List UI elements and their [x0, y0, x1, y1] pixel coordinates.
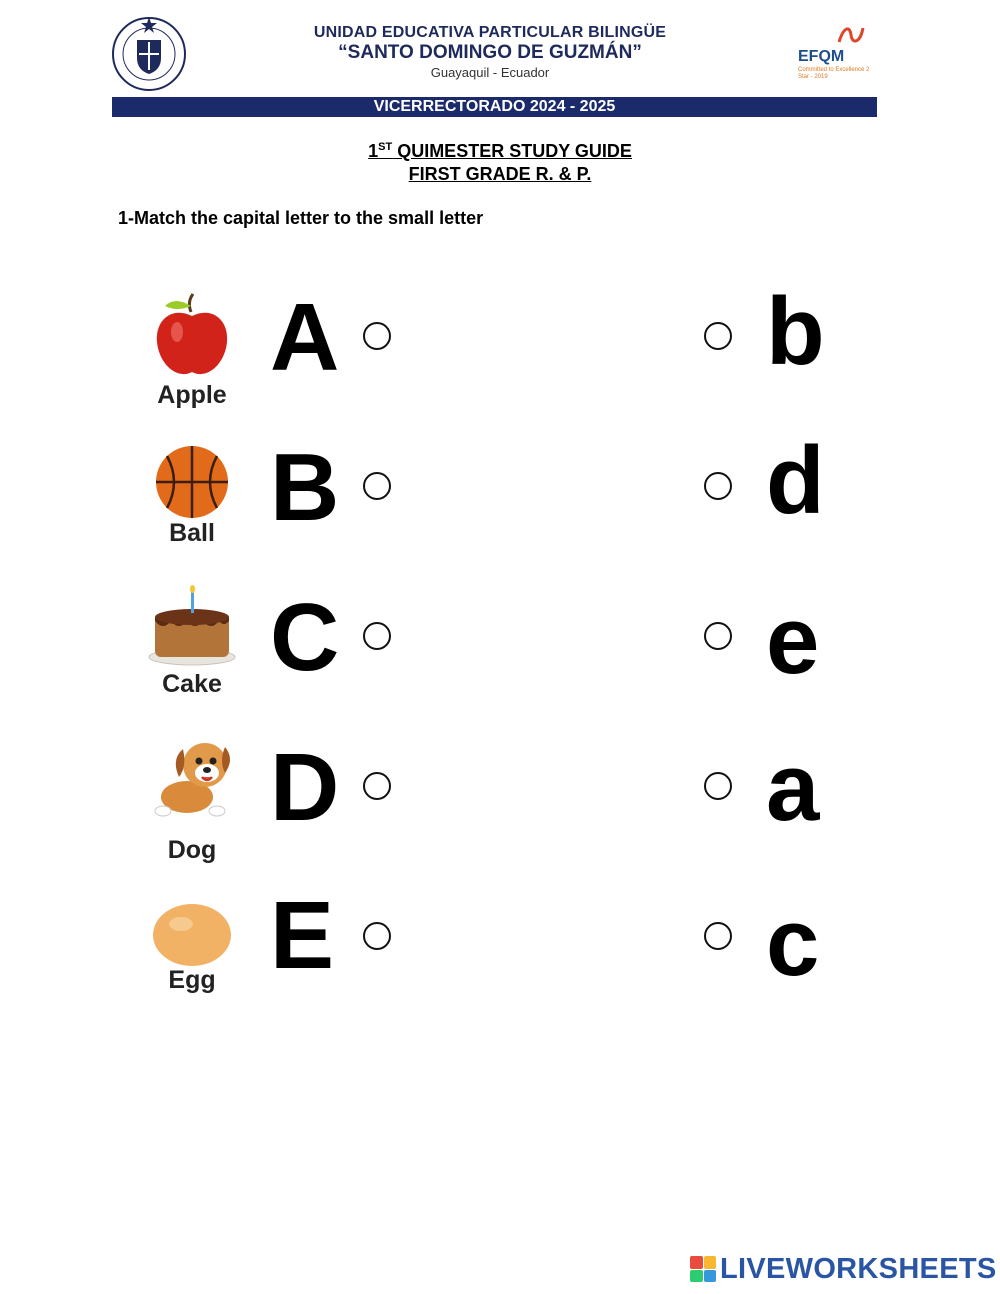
title-sup: ST: [378, 141, 393, 153]
vicerrectorado-banner: VICERRECTORADO 2024 - 2025: [112, 97, 877, 117]
small-letter: a: [766, 734, 820, 841]
small-letter: d: [766, 427, 825, 534]
capital-match-dot[interactable]: [363, 622, 391, 650]
small-match-dot[interactable]: [704, 322, 732, 350]
picture-word: Egg: [168, 966, 216, 994]
capital-letter: E: [270, 882, 335, 989]
efqm-ribbon-icon: [836, 24, 866, 46]
capital-letter: D: [270, 734, 340, 841]
school-location: Guayaquil - Ecuador: [430, 65, 550, 80]
capital-letter: B: [270, 434, 340, 541]
capital-letter: A: [270, 284, 340, 391]
capital-match-dot[interactable]: [363, 772, 391, 800]
small-match-dot[interactable]: [704, 772, 732, 800]
picture-word: Dog: [167, 836, 217, 864]
grade-title-text: FIRST GRADE R. & P.: [408, 164, 592, 184]
small-match-dot[interactable]: [704, 622, 732, 650]
picture-word: Ball: [169, 519, 215, 547]
liveworksheets-brand: LIVEWORKSHEETS: [720, 1252, 997, 1285]
school-name-line1: UNIDAD EDUCATIVA PARTICULAR BILINGÜE: [313, 24, 667, 41]
title-rest: QUIMESTER STUDY GUIDE: [392, 141, 632, 161]
dog-icon: [147, 735, 237, 825]
capital-match-dot[interactable]: [363, 322, 391, 350]
title-number: 1: [368, 141, 379, 161]
guide-title: [200, 141, 800, 162]
basketball-icon: [147, 440, 237, 530]
efqm-subtitle: Committed to Excellence 2 Star - 2019: [798, 67, 870, 80]
school-name-line2: “SANTO DOMINGO DE GUZMÁN”: [338, 42, 642, 63]
liveworksheets-icon: [690, 1256, 716, 1282]
picture-word: Cake: [162, 670, 222, 698]
apple-icon: [147, 290, 237, 380]
school-crest-logo: [110, 12, 188, 94]
efqm-word: EFQM: [798, 48, 845, 65]
small-match-dot[interactable]: [704, 922, 732, 950]
picture-word: Apple: [157, 381, 227, 409]
capital-match-dot[interactable]: [363, 922, 391, 950]
grade-title: [200, 164, 800, 185]
cake-icon: [147, 585, 237, 675]
small-match-dot[interactable]: [704, 472, 732, 500]
instruction-text: 1-Match the capital letter to the small letter: [118, 208, 484, 228]
efqm-logo: [798, 24, 878, 84]
capital-letter: C: [270, 584, 340, 691]
small-letter: c: [766, 889, 820, 996]
small-letter: b: [766, 278, 825, 385]
liveworksheets-logo[interactable]: [690, 1252, 997, 1286]
capital-match-dot[interactable]: [363, 472, 391, 500]
small-letter: e: [766, 587, 820, 694]
